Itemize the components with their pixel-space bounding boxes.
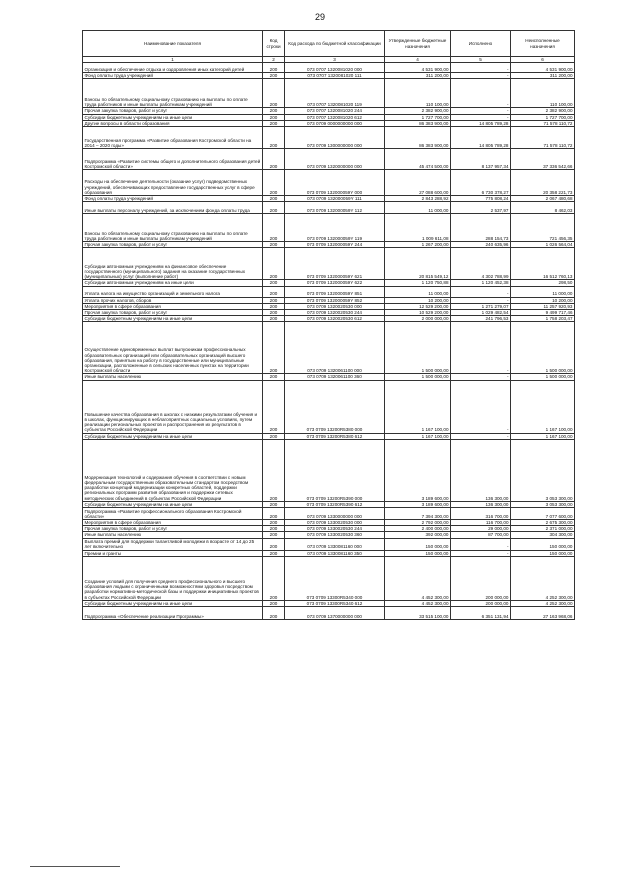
approved-amount-cell: 10 529 200,00 (385, 310, 451, 316)
unexecuted-amount-cell: 8 462,03 (511, 202, 575, 214)
table-row (83, 501, 575, 507)
line-code-cell: 200 (263, 114, 285, 120)
unexecuted-amount-cell: 4 531 900,00 (511, 63, 575, 73)
line-code-cell: 200 (263, 532, 285, 538)
footer-rule (30, 866, 120, 867)
line-code-cell: 200 (263, 170, 285, 196)
executed-amount-cell: 316 700,00 (451, 508, 511, 520)
executed-amount-cell: 29 000,00 (451, 526, 511, 532)
approved-amount-cell: 392 000,00 (385, 532, 451, 538)
approved-amount-cell: 12 529 200,00 (385, 303, 451, 309)
unexecuted-amount-cell: 2 067 480,68 (511, 196, 575, 202)
unexecuted-amount-cell: 1 167 100,00 (511, 380, 575, 433)
budget-code-cell: 073 0709 132000059Y 000 (285, 170, 385, 196)
budget-code-cell: 073 0709 1330081160 350 (285, 550, 385, 556)
line-code-cell: 200 (263, 322, 285, 374)
executed-amount-cell: 4 302 788,99 (451, 248, 511, 280)
approved-amount-cell: 33 515 100,00 (385, 607, 451, 620)
approved-amount-cell: 1 009 611,08 (385, 214, 451, 242)
indicator-name-cell: Подпрограмма «Обеспечение реализации Программы» (83, 607, 263, 620)
budget-code-cell: 073 0709 132000059Y 244 (285, 242, 385, 248)
executed-amount-cell: - (451, 63, 511, 73)
unexecuted-amount-cell: 721 456,35 (511, 214, 575, 242)
table-row (83, 170, 575, 196)
line-code-cell: 200 (263, 120, 285, 126)
indicator-name-cell: Организация и обеспечение отдыха и оздоровления иных категорий детей (83, 63, 263, 73)
indicator-name-cell: Уплата прочих налогов, сборов (83, 297, 263, 303)
line-code-cell: 200 (263, 316, 285, 322)
executed-amount-cell: 240 635,96 (451, 242, 511, 248)
indicator-name-cell: Выплата премий для поддержки талантливой молодежи в возрасте от 14 до 25 лет включительно (83, 538, 263, 550)
table-row (83, 303, 575, 309)
table-row (83, 149, 575, 170)
table-row (83, 63, 575, 73)
table-row (83, 508, 575, 520)
line-code-cell: 200 (263, 73, 285, 79)
indicator-name-cell: Иные выплаты персоналу учреждений, за исключением фонда оплаты труда (83, 202, 263, 214)
executed-amount-cell: - (451, 550, 511, 556)
indicator-name-cell: Субсидии бюджетным учреждениям на иные цели (83, 433, 263, 439)
executed-amount-cell: - (451, 297, 511, 303)
unexecuted-amount-cell: 71 578 110,72 (511, 127, 575, 149)
executed-amount-cell: 6 730 378,27 (451, 170, 511, 196)
line-code-cell: 200 (263, 196, 285, 202)
indicator-name-cell: Субсидии автономным учреждениям на финансовое обеспечение государственного (муниципального) задания на оказание государственных (муниципальных) услуг (выполнение работ) (83, 248, 263, 280)
executed-amount-cell: 6 351 131,94 (451, 607, 511, 620)
executed-amount-cell: 1 120 452,38 (451, 280, 511, 286)
approved-amount-cell: 150 000,00 (385, 538, 451, 550)
table-row (83, 607, 575, 620)
approved-amount-cell: 1 167 100,00 (385, 380, 451, 433)
unexecuted-amount-cell: 20 358 221,73 (511, 170, 575, 196)
approved-amount-cell: 7 394 300,00 (385, 508, 451, 520)
executed-amount-cell: - (451, 108, 511, 114)
line-code-cell: 200 (263, 433, 285, 439)
budget-code-cell: 073 0709 13200R5380 000 (285, 380, 385, 433)
approved-amount-cell: 4 452 300,00 (385, 556, 451, 600)
indicator-name-cell: Мероприятия в сфере образования (83, 520, 263, 526)
executed-amount-cell: 200 000,00 (451, 600, 511, 606)
approved-amount-cell: 86 383 900,00 (385, 127, 451, 149)
approved-amount-cell: 2 000 000,00 (385, 316, 451, 322)
line-code-cell: 200 (263, 538, 285, 550)
indicator-name-cell: Прочая закупка товаров, работ и услуг (83, 242, 263, 248)
unexecuted-amount-cell: 311 200,00 (511, 73, 575, 79)
table-row (83, 214, 575, 242)
indicator-name-cell: Расходы на обеспечение деятельности (оказание услуг) подведомственных учреждений, обеспечивающих предоставление государственных услуг в сфере образования (83, 170, 263, 196)
executed-amount-cell: - (451, 374, 511, 380)
line-code-cell: 200 (263, 303, 285, 309)
indicator-name-cell: Государственная программа «Развитие образования Костромской области на 2014 – 2020 годы» (83, 127, 263, 149)
approved-amount-cell: 1 267 200,00 (385, 242, 451, 248)
executed-amount-cell: 2 537,97 (451, 202, 511, 214)
indicator-name-cell: Субсидии бюджетным учреждениям на иные цели (83, 316, 263, 322)
unexecuted-amount-cell: 110 100,00 (511, 79, 575, 108)
table-row (83, 600, 575, 606)
unexecuted-amount-cell: 304 300,00 (511, 532, 575, 538)
unexecuted-amount-cell: 2 371 000,00 (511, 526, 575, 532)
executed-amount-cell: - (451, 114, 511, 120)
line-code-cell: 200 (263, 374, 285, 380)
executed-amount-cell: 1 029 482,54 (451, 310, 511, 316)
column-number: 2 (263, 57, 285, 63)
budget-code-cell: 073 0709 1320020530 244 (285, 310, 385, 316)
header-approved: Утвержденные бюджетные назначения (385, 31, 451, 57)
table-row (83, 322, 575, 374)
approved-amount-cell: 150 000,00 (385, 550, 451, 556)
header-executed: Исполнено (451, 31, 511, 57)
indicator-name-cell: Прочая закупка товаров, работ и услуг (83, 108, 263, 114)
indicator-name-cell: Фонд оплаты труда учреждений (83, 73, 263, 79)
line-code-cell: 200 (263, 127, 285, 149)
executed-amount-cell: 288 154,73 (451, 214, 511, 242)
indicator-name-cell: Субсидии бюджетным учреждениям на иные цели (83, 600, 263, 606)
indicator-name-cell: Уплата налога на имущество организаций и земельного налога (83, 286, 263, 297)
unexecuted-amount-cell: 10 200,00 (511, 297, 575, 303)
budget-code-cell: 073 0709 1320061100 360 (285, 374, 385, 380)
approved-amount-cell: 1 120 750,88 (385, 280, 451, 286)
line-code-cell: 200 (263, 439, 285, 501)
approved-amount-cell: 86 383 900,00 (385, 120, 451, 126)
column-number: 3 (285, 57, 385, 63)
indicator-name-cell: Субсидии автономным учреждениям на иные цели (83, 280, 263, 286)
executed-amount-cell: - (451, 433, 511, 439)
header-indicator-name: Наименование показателя (83, 31, 263, 57)
line-code-cell: 200 (263, 310, 285, 316)
budget-code-cell: 073 0709 13300R5340 612 (285, 600, 385, 606)
indicator-name-cell: Иные выплаты населению (83, 374, 263, 380)
unexecuted-amount-cell: 2 675 300,00 (511, 520, 575, 526)
unexecuted-amount-cell: 298,50 (511, 280, 575, 286)
budget-code-cell: 073 0707 1320081020 244 (285, 108, 385, 114)
table-body (83, 63, 575, 620)
approved-amount-cell: 1 500 000,00 (385, 374, 451, 380)
executed-amount-cell: - (451, 322, 511, 374)
table-row (83, 280, 575, 286)
line-code-cell: 200 (263, 526, 285, 532)
executed-amount-cell: 87 700,00 (451, 532, 511, 538)
budget-code-cell: 073 0709 13200R5380 612 (285, 433, 385, 439)
approved-amount-cell: 3 189 600,00 (385, 501, 451, 507)
indicator-name-cell: Прочая закупка товаров, работ и услуг (83, 310, 263, 316)
table-row (83, 538, 575, 550)
unexecuted-amount-cell: 27 163 968,06 (511, 607, 575, 620)
budget-code-cell: 073 0709 132000059Y 852 (285, 297, 385, 303)
unexecuted-amount-cell: 11 000,00 (511, 286, 575, 297)
budget-code-cell: 073 0709 13300R5340 000 (285, 556, 385, 600)
table-row (83, 248, 575, 280)
approved-amount-cell: 45 474 500,00 (385, 149, 451, 170)
header-budget-code: Код расхода по бюджетной классификации (285, 31, 385, 57)
line-code-cell: 200 (263, 508, 285, 520)
budget-code-cell: 073 0707 1320081020 612 (285, 114, 385, 120)
budget-code-cell: 073 0709 132000059Y 621 (285, 248, 385, 280)
executed-amount-cell: 14 805 789,28 (451, 127, 511, 149)
budget-code-cell: 073 0709 1330000000 000 (285, 508, 385, 520)
table-row (83, 310, 575, 316)
line-code-cell: 200 (263, 149, 285, 170)
unexecuted-amount-cell: 1 026 564,04 (511, 242, 575, 248)
indicator-name-cell: Другие вопросы в области образования (83, 120, 263, 126)
line-code-cell: 200 (263, 600, 285, 606)
budget-execution-table (82, 30, 575, 620)
table-row (83, 120, 575, 126)
executed-amount-cell: 775 808,24 (451, 196, 511, 202)
line-code-cell: 200 (263, 63, 285, 73)
approved-amount-cell: 2 382 900,00 (385, 108, 451, 114)
budget-code-cell: 073 0709 1320000000 000 (285, 149, 385, 170)
line-code-cell: 200 (263, 607, 285, 620)
executed-amount-cell: - (451, 79, 511, 108)
indicator-name-cell: Повышение качества образования в школах с низкими результатами обучения и в школах, функционирующих в неблагоприятных социальных условиях, путем реализации региональных проектов и распространения их результатов в субъектах Российской Федерации (83, 380, 263, 433)
table-row (83, 556, 575, 600)
table-row (83, 380, 575, 433)
budget-code-cell: 073 0709 1370000000 000 (285, 607, 385, 620)
executed-amount-cell: - (451, 380, 511, 433)
unexecuted-amount-cell: 1 500 000,00 (511, 374, 575, 380)
table-header-row (83, 31, 575, 57)
unexecuted-amount-cell: 11 257 920,93 (511, 303, 575, 309)
indicator-name-cell: Взносы по обязательному социальному страхованию на выплаты по оплате труда работников и иные выплаты работникам учреждений (83, 214, 263, 242)
unexecuted-amount-cell: 71 578 110,72 (511, 120, 575, 126)
executed-amount-cell: 136 300,00 (451, 439, 511, 501)
column-number: 5 (451, 57, 511, 63)
approved-amount-cell: 1 500 000,00 (385, 322, 451, 374)
executed-amount-cell: 14 805 789,28 (451, 120, 511, 126)
unexecuted-amount-cell: 1 758 203,47 (511, 316, 575, 322)
line-code-cell: 200 (263, 297, 285, 303)
line-code-cell: 200 (263, 248, 285, 280)
approved-amount-cell: 311 200,00 (385, 73, 451, 79)
line-code-cell: 200 (263, 280, 285, 286)
indicator-name-cell: Мероприятия в сфере образования (83, 303, 263, 309)
unexecuted-amount-cell: 1 500 000,00 (511, 322, 575, 374)
unexecuted-amount-cell: 16 512 760,13 (511, 248, 575, 280)
executed-amount-cell: 8 137 957,34 (451, 149, 511, 170)
header-line-code: Код строки (263, 31, 285, 57)
approved-amount-cell: 4 452 300,00 (385, 600, 451, 606)
approved-amount-cell: 2 843 288,92 (385, 196, 451, 202)
approved-amount-cell: 27 088 600,00 (385, 170, 451, 196)
table-row (83, 439, 575, 501)
approved-amount-cell: 11 000,00 (385, 202, 451, 214)
indicator-name-cell: Премии и гранты (83, 550, 263, 556)
line-code-cell: 200 (263, 286, 285, 297)
line-code-cell: 200 (263, 556, 285, 600)
budget-code-cell: 073 0709 1330020530 360 (285, 532, 385, 538)
executed-amount-cell: - (451, 538, 511, 550)
indicator-name-cell: Прочая закупка товаров, работ и услуг (83, 526, 263, 532)
budget-code-cell: 073 0709 132000059Y 111 (285, 196, 385, 202)
executed-amount-cell: - (451, 286, 511, 297)
line-code-cell: 200 (263, 520, 285, 526)
approved-amount-cell: 2 400 000,00 (385, 526, 451, 532)
budget-code-cell: 073 0709 1320020530 000 (285, 303, 385, 309)
budget-code-cell: 073 0709 1320061100 000 (285, 322, 385, 374)
executed-amount-cell: 136 300,00 (451, 501, 511, 507)
approved-amount-cell: 3 189 600,00 (385, 439, 451, 501)
executed-amount-cell: - (451, 73, 511, 79)
executed-amount-cell: 200 000,00 (451, 556, 511, 600)
approved-amount-cell: 110 100,00 (385, 79, 451, 108)
column-number: 4 (385, 57, 451, 63)
unexecuted-amount-cell: 150 000,00 (511, 550, 575, 556)
indicator-name-cell: Создание условий для получения среднего профессионального и высшего образования людьми с ограниченными возможностями здоровья посредством разработки нормативно-методической базы и поддержки инициативных проектов в субъектах Российской Федерации (83, 556, 263, 600)
line-code-cell: 200 (263, 550, 285, 556)
unexecuted-amount-cell: 9 499 717,46 (511, 310, 575, 316)
header-unexecuted: Неисполненные назначения (511, 31, 575, 57)
budget-code-cell: 073 0709 13200R5390 000 (285, 439, 385, 501)
approved-amount-cell: 20 815 549,12 (385, 248, 451, 280)
indicator-name-cell: Подпрограмма «Развитие системы общего и дополнительного образования детей Костромской области» (83, 149, 263, 170)
budget-code-cell: 073 0709 132000059Y 112 (285, 202, 385, 214)
unexecuted-amount-cell: 3 053 300,00 (511, 439, 575, 501)
line-code-cell: 200 (263, 501, 285, 507)
indicator-name-cell: Субсидии бюджетным учреждениям на иные цели (83, 501, 263, 507)
line-code-cell: 200 (263, 79, 285, 108)
budget-code-cell: 073 0707 1320081020 119 (285, 79, 385, 108)
column-number: 6 (511, 57, 575, 63)
approved-amount-cell: 10 200,00 (385, 297, 451, 303)
executed-amount-cell: 116 700,00 (451, 520, 511, 526)
unexecuted-amount-cell: 4 252 300,00 (511, 600, 575, 606)
budget-code-cell: 073 0709 0000000000 000 (285, 120, 385, 126)
table-row (83, 526, 575, 532)
indicator-name-cell: Подпрограмма «Развитие профессионального образования Костромской области» (83, 508, 263, 520)
indicator-name-cell: Иные выплаты населению (83, 532, 263, 538)
page-number: 29 (314, 12, 325, 22)
executed-amount-cell: 1 271 279,07 (451, 303, 511, 309)
table-row (83, 286, 575, 297)
table-row (83, 127, 575, 149)
line-code-cell: 200 (263, 202, 285, 214)
budget-code-cell: 073 0709 132000059Y 119 (285, 214, 385, 242)
unexecuted-amount-cell: 37 336 542,66 (511, 149, 575, 170)
indicator-name-cell: Осуществление единовременных выплат выпускникам профессиональных образовательных организаций или образовательных организаций высшего образования, принятым на работу в государственные или муниципальные организации, расположенные в сельских населенных пунктах на территории Костромской области (83, 322, 263, 374)
unexecuted-amount-cell: 7 077 600,00 (511, 508, 575, 520)
approved-amount-cell: 1 167 100,00 (385, 433, 451, 439)
executed-amount-cell: 241 796,53 (451, 316, 511, 322)
table-row (83, 520, 575, 526)
indicator-name-cell: Модернизация технологий и содержания обучения в соответствии с новым федеральным государственным образовательным стандартом посредством разработки концепций модернизации конкретных областей, поддержки региональных программ развития образования и поддержки сетевых методических объединений в субъектах Российской Федерации (83, 439, 263, 501)
table-row (83, 242, 575, 248)
unexecuted-amount-cell: 1 167 100,00 (511, 433, 575, 439)
budget-code-cell: 073 0709 132000059Y 622 (285, 280, 385, 286)
line-code-cell: 200 (263, 108, 285, 114)
unexecuted-amount-cell: 3 053 300,00 (511, 501, 575, 507)
table-row (83, 316, 575, 322)
unexecuted-amount-cell: 4 252 300,00 (511, 556, 575, 600)
unexecuted-amount-cell: 1 727 700,00 (511, 114, 575, 120)
unexecuted-amount-cell: 150 000,00 (511, 538, 575, 550)
column-number: 1 (83, 57, 263, 63)
line-code-cell: 200 (263, 242, 285, 248)
approved-amount-cell: 2 792 000,00 (385, 520, 451, 526)
indicator-name-cell: Субсидии бюджетным учреждениям на иные цели (83, 114, 263, 120)
approved-amount-cell: 11 000,00 (385, 286, 451, 297)
budget-code-cell: 073 0709 132000059Y 851 (285, 286, 385, 297)
budget-code-cell: 073 0709 1330020530 244 (285, 526, 385, 532)
unexecuted-amount-cell: 2 382 900,00 (511, 108, 575, 114)
budget-code-cell: 073 0707 1320081020 111 (285, 73, 385, 79)
budget-code-cell: 073 0707 1320081020 000 (285, 63, 385, 73)
line-code-cell: 200 (263, 380, 285, 433)
budget-code-cell: 073 0709 1300000000 000 (285, 127, 385, 149)
approved-amount-cell: 1 727 700,00 (385, 114, 451, 120)
table-row (83, 202, 575, 214)
budget-code-cell: 073 0709 13200R5390 612 (285, 501, 385, 507)
approved-amount-cell: 4 531 900,00 (385, 63, 451, 73)
budget-code-cell: 073 0709 1320020530 612 (285, 316, 385, 322)
budget-code-cell: 073 0709 1330081160 000 (285, 538, 385, 550)
indicator-name-cell: Фонд оплаты труда учреждений (83, 196, 263, 202)
budget-code-cell: 073 0709 1330020530 000 (285, 520, 385, 526)
indicator-name-cell: Взносы по обязательному социальному страхованию на выплаты по оплате труда работников и иные выплаты работникам учреждений (83, 79, 263, 108)
table-row (83, 79, 575, 108)
line-code-cell: 200 (263, 214, 285, 242)
